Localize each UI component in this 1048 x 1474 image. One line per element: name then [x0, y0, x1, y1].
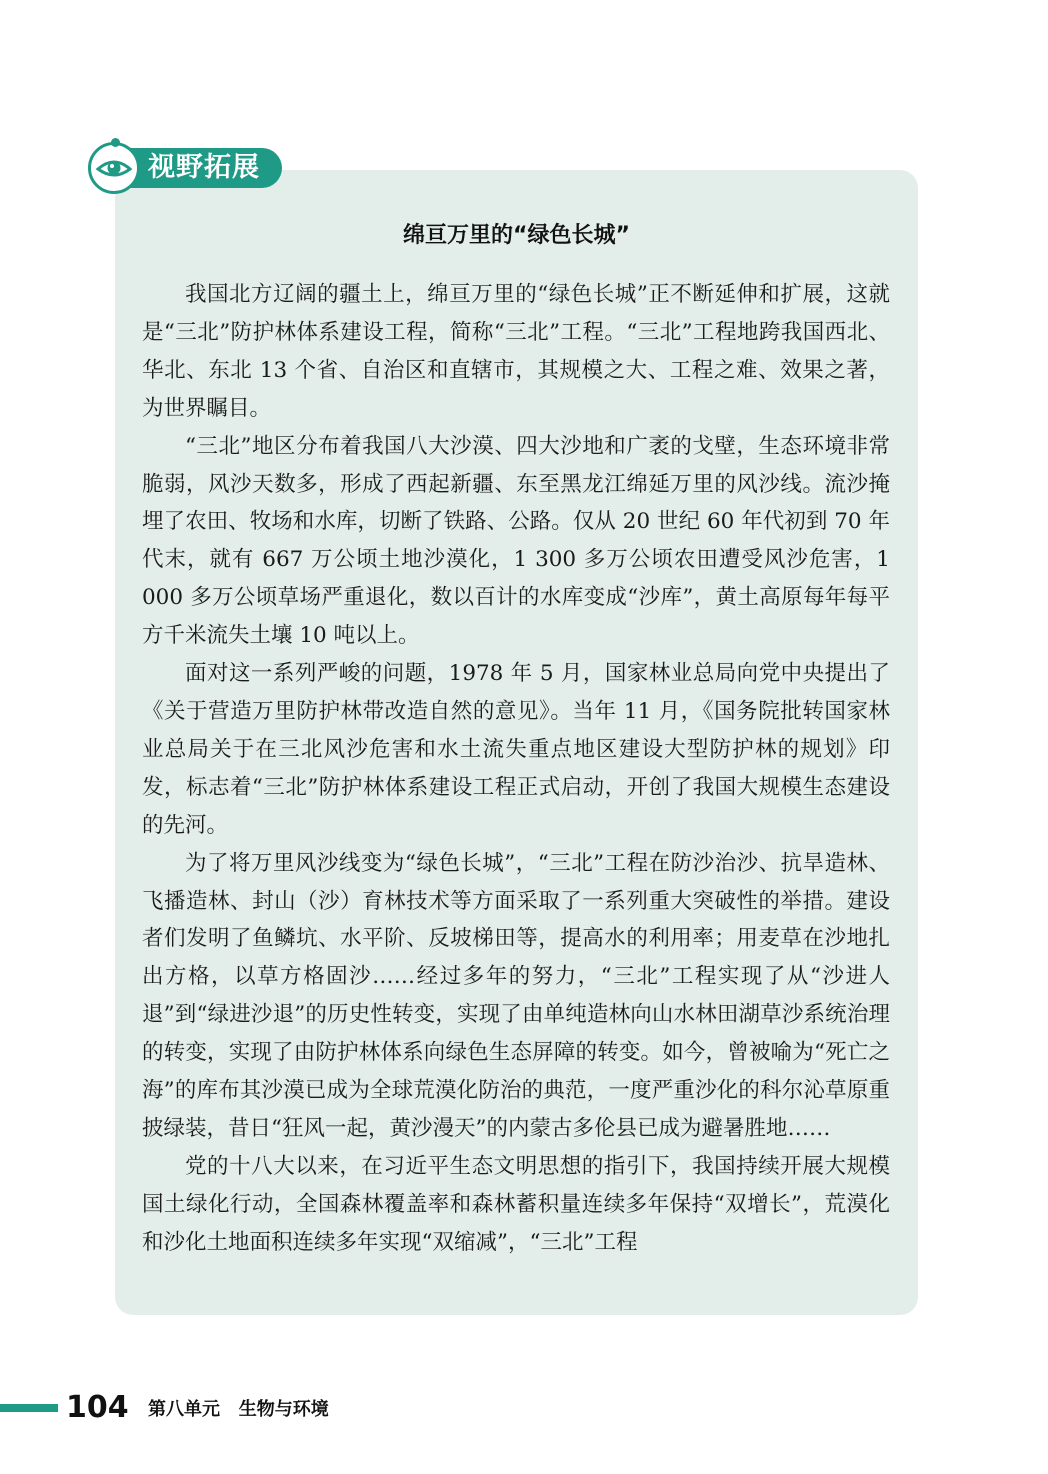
article-body: [142, 276, 890, 1262]
footer-accent-bar: [0, 1404, 58, 1412]
section-badge-label: 视野拓展: [148, 152, 260, 183]
paragraph: 党的十八大以来，在习近平生态文明思想的指引下，我国持续开展大规模国土绿化行动，全国森林覆盖率和森林蓄积量连续多年保持“双增长”，荒漠化和沙化土地面积连续多年实现“双缩减”，“三北”工程: [142, 1153, 890, 1255]
paragraph: 我国北方辽阔的疆土上，绵亘万里的“绿色长城”正不断延伸和扩展，这就是“三北”防护林体系建设工程，简称“三北”工程。“三北”工程地跨我国西北、华北、东北 13 个省、自治区和直辖市，其规模之大、工程之难、效果之著，为世界瞩目。: [142, 282, 890, 421]
section-badge: [88, 142, 282, 194]
unit-label: 第八单元 生物与环境: [148, 1399, 329, 1420]
paragraph: “三北”地区分布着我国八大沙漠、四大沙地和广袤的戈壁，生态环境非常脆弱，风沙天数多，形成了西起新疆、东至黑龙江绵延万里的风沙线。流沙掩埋了农田、牧场和水库，切断了铁路、公路。仅从 20 世纪 60 年代初到 70 年代末，就有 667 万公顷土地沙漠化，1 300 多万公顷农田遭受风沙危害，1 000 多万公顷草场严重退化，数以百计的水库变成“沙库”，黄土高原每年每平方千米流失土壤 10 吨以上。: [142, 433, 890, 649]
page-number: 104: [66, 1390, 129, 1425]
eye-icon: [91, 145, 137, 191]
paragraph: 为了将万里风沙线变为“绿色长城”，“三北”工程在防沙治沙、抗旱造林、飞播造林、封山（沙）育林技术等方面采取了一系列重大突破性的举措。建设者们发明了鱼鳞坑、水平阶、反坡梯田等，提高水的利用率；用麦草在沙地扎出方格，以草方格固沙……经过多年的努力，“三北”工程实现了从“沙进人退”到“绿进沙退”的历史性转变，实现了由单纯造林向山水林田湖草沙系统治理的转变，实现了由防护林体系向绿色生态屏障的转变。如今，曾被喻为“死亡之海”的库布其沙漠已成为全球荒漠化防治的典范，一度严重沙化的科尔沁草原重披绿装，昔日“狂风一起，黄沙漫天”的内蒙古多伦县已成为避暑胜地……: [142, 850, 890, 1141]
article-title: 绵亘万里的“绿色长城”: [403, 223, 630, 248]
badge-circle: [88, 142, 140, 194]
paragraph: 面对这一系列严峻的问题，1978 年 5 月，国家林业总局向党中央提出了《关于营造万里防护林带改造自然的意见》。当年 11 月，《国务院批转国家林业总局关于在三北风沙危害和水土流失重点地区建设大型防护林的规划》印发，标志着“三北”防护林体系建设工程正式启动，开创了我国大规模生态建设的先河。: [142, 661, 890, 838]
